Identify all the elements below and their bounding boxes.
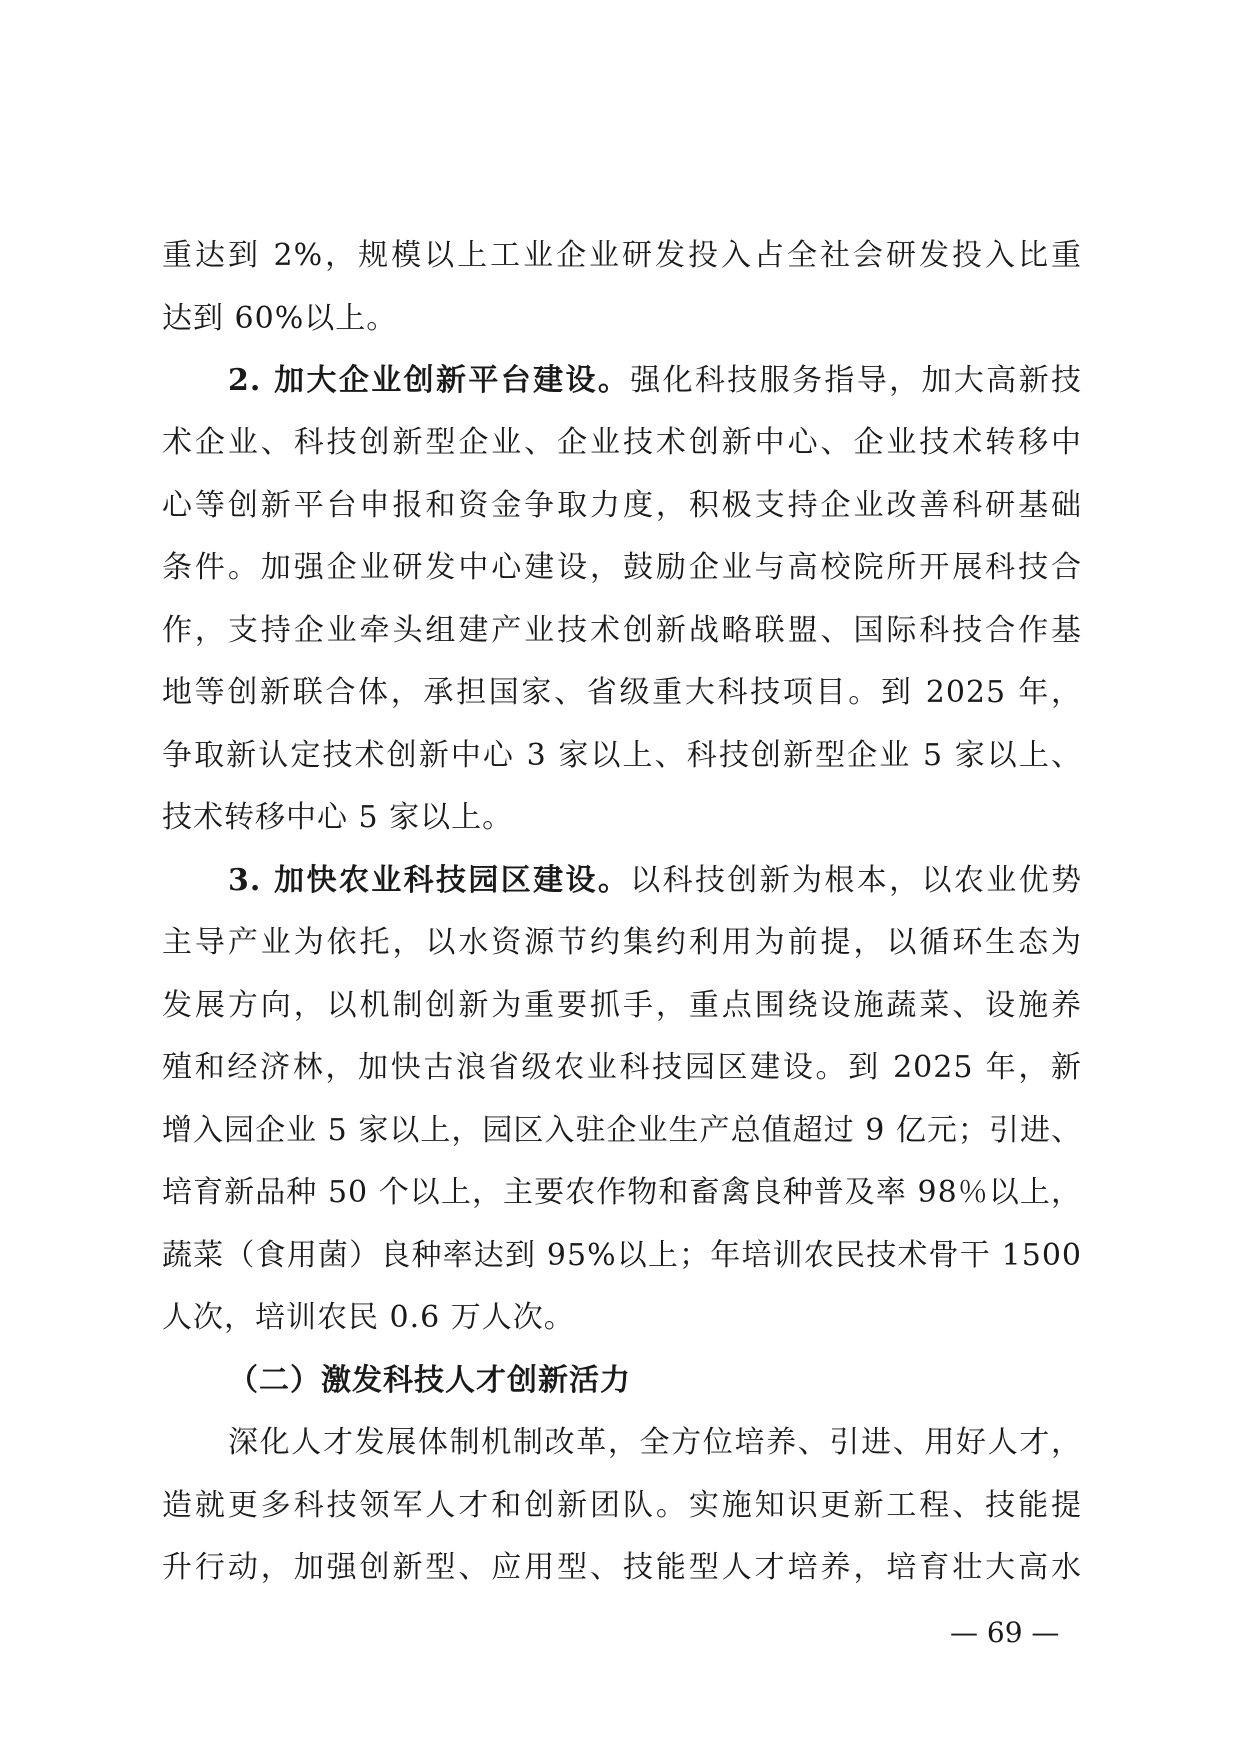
text-line: 升行动，加强创新型、应用型、技能型人才培养，培育壮大高水 <box>162 1550 1082 1585</box>
text-line: 争取新认定技术创新中心 3 家以上、科技创新型企业 5 家以上、 <box>162 738 1082 773</box>
text-line: 作，支持企业牵头组建产业技术创新战略联盟、国际科技合作基 <box>162 613 1082 648</box>
text-line: 重达到 2%，规模以上工业企业研发投入占全社会研发投入比重 <box>162 238 1082 273</box>
text-line: 发展方向，以机制创新为重要抓手，重点围绕设施蔬菜、设施养 <box>162 988 1082 1023</box>
text-line: 殖和经济林，加快古浪省级农业科技园区建设。到 2025 年，新 <box>162 1050 1082 1085</box>
text-line: 地等创新联合体，承担国家、省级重大科技项目。到 2025 年， <box>162 675 1082 710</box>
text-line: 主导产业为依托，以水资源节约集约利用为前提，以循环生态为 <box>162 925 1082 960</box>
item-2-first-line <box>228 360 1082 402</box>
text-line: 培育新品种 50 个以上，主要农作物和畜禽良种普及率 98％以上， <box>162 1175 1082 1210</box>
text-line: 技术转移中心 5 家以上。 <box>162 800 514 835</box>
text-line: 人次，培训农民 0.6 万人次。 <box>162 1300 575 1335</box>
text-line: 心等创新平台申报和资金争取力度，积极支持企业改善科研基础 <box>162 488 1082 523</box>
item-2-first-line-text: 强化科技服务指导，加大高新技 <box>630 363 1083 398</box>
text-line: 条件。加强企业研发中心建设，鼓励企业与高校院所开展科技合 <box>162 550 1082 585</box>
page-number: — 69 — <box>950 1616 1060 1649</box>
text-line: 达到 60%以上。 <box>162 301 398 336</box>
text-line: 蔬菜（食用菌）良种率达到 95%以上；年培训农民技术骨干 1500 <box>162 1238 1082 1273</box>
text-line: 深化人才发展体制机制改革，全方位培养、引进、用好人才， <box>228 1425 1082 1460</box>
item-2-title: 2. 加大企业创新平台建设。 <box>228 363 631 398</box>
text-line: 造就更多科技领军人才和创新团队。实施知识更新工程、技能提 <box>162 1488 1082 1523</box>
text-line: 术企业、科技创新型企业、企业技术创新中心、企业技术转移中 <box>162 425 1082 460</box>
item-3-first-line-text: 以科技创新为根本，以农业优势 <box>630 863 1083 898</box>
section-heading: （二）激发科技人才创新活力 <box>228 1363 631 1398</box>
text-line: 增入园企业 5 家以上，园区入驻企业生产总值超过 9 亿元；引进、 <box>162 1113 1082 1148</box>
item-3-first-line <box>228 860 1082 902</box>
item-3-title: 3. 加快农业科技园区建设。 <box>228 863 631 898</box>
